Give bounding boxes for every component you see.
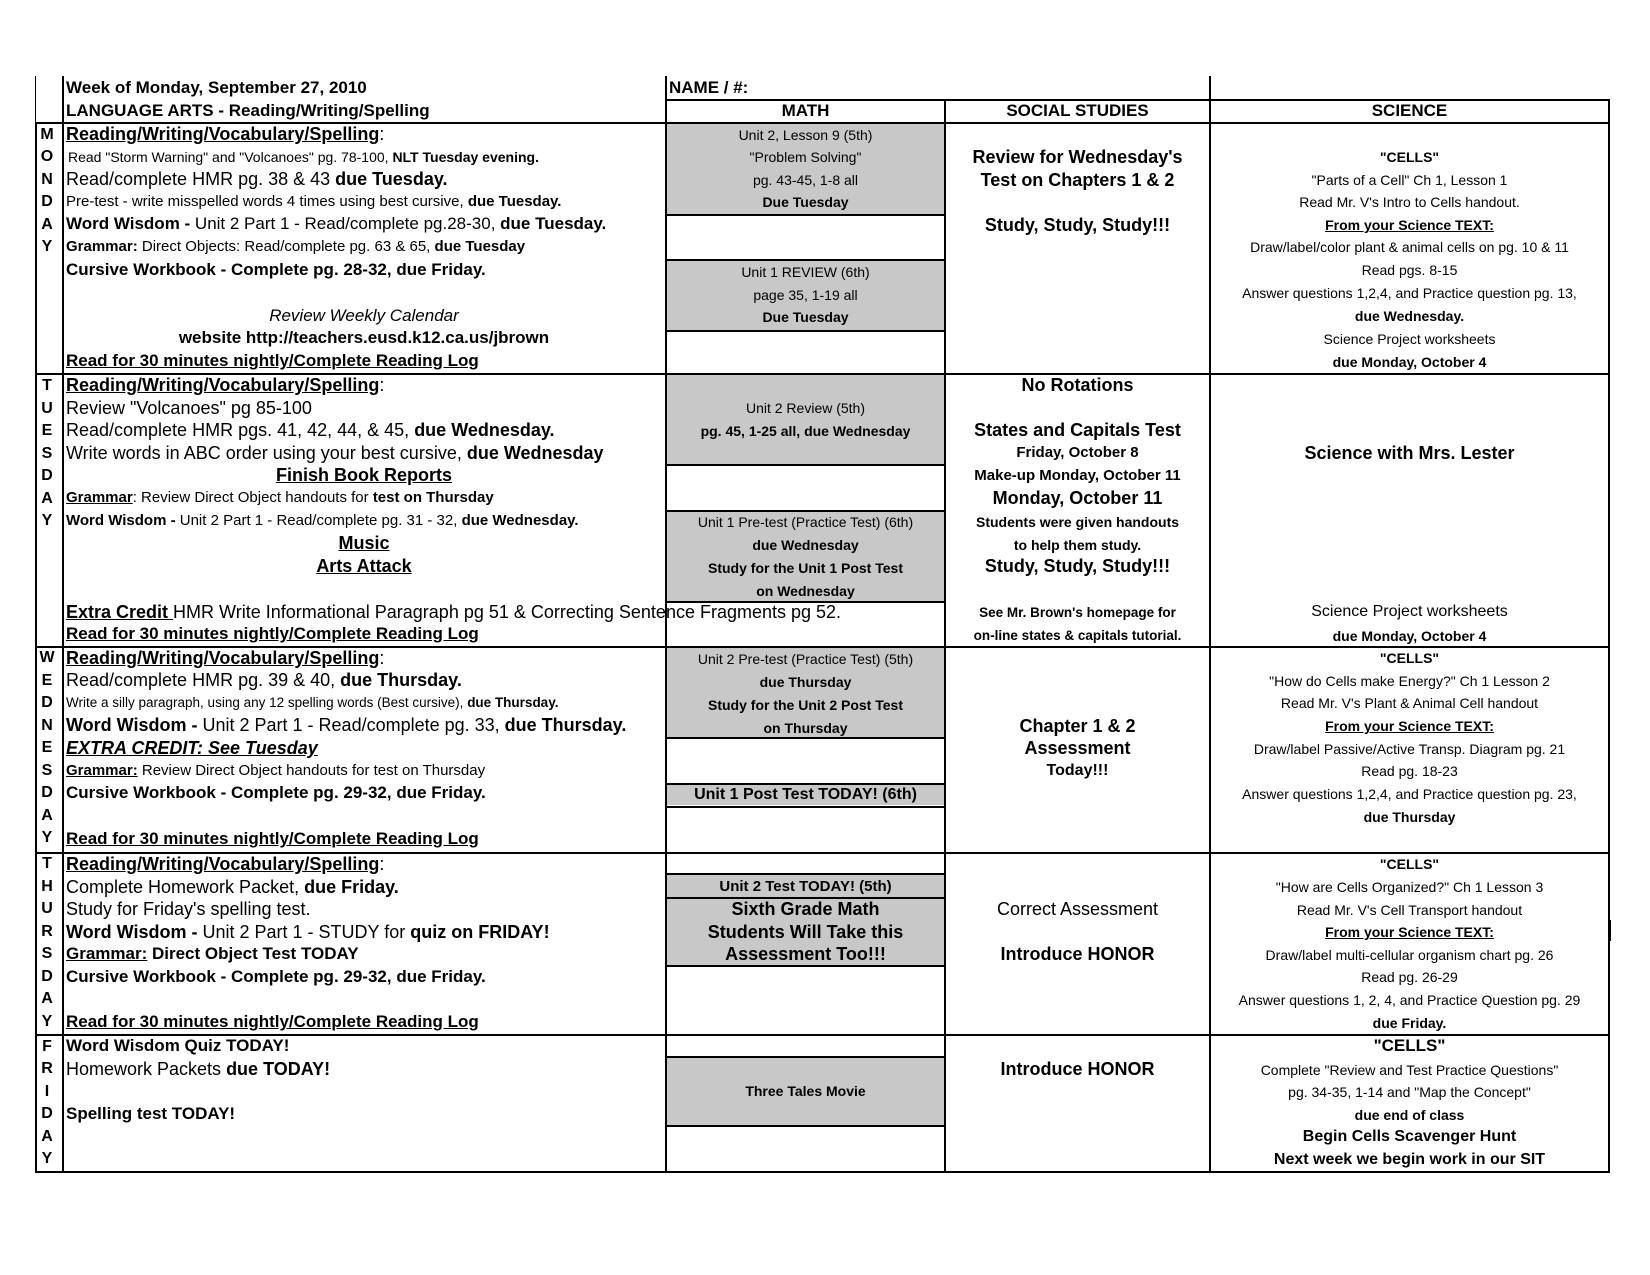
grid-line <box>665 965 946 967</box>
grid-line <box>665 1056 946 1058</box>
grid-line <box>665 214 946 216</box>
grid-line <box>665 873 946 875</box>
grid-line <box>665 806 946 808</box>
grid-line <box>35 1171 1610 1173</box>
grid-line <box>35 76 36 123</box>
math-shade-tuesday-5th <box>666 374 945 464</box>
weekly-homework-calendar: Week of Monday, September 27, 2010 NAME / #: LANGUAGE ARTS - Reading/Writing/Spelling MATH SOCIAL STUDIES SCIENCE M O N D A Y T U E S D A Y W E D N E S D A Y T H U R S D A Y F R I D A Y Reading/Writing/Vocabulary/Spelling: Read "Storm Warning" and "Volcanoes" pg. 78-100, NLT Tuesday evening. Read/complete HMR pg. 38 & 43 due Tuesday. Pre-test - write misspelled words 4 times using best cursive, due Tuesday. Word Wisdom - Unit 2 Part 1 - Read/complete pg.28-30, due Tuesday. Grammar: Direct Objects: Read/complete pg. 63 & 65, due Tuesday Cursive Workbook - Complete pg. 28-32, due Friday. Review Weekly Calendar website http://teachers.eusd.k12.ca.us/jbrown Read for 30 minutes nightly/Complete Reading Log Unit 2, Lesson 9 (5th) "Problem Solving" pg. 43-45, 1-8 all Due Tuesday Unit 1 REVIEW (6th) page 35, 1-19 all Due Tuesday Review for Wednesday's Test on Chapters 1 & 2 Study, Study, Study!!! "CELLS" "Parts of a Cell" Ch 1, Lesson 1 Read Mr. V's Intro to Cells handout. From your Science TEXT: Draw/label/color plant & animal cells on pg. 10 & 11 Read pgs. 8-15 Answer questions 1,2,4, and Practice question pg. 13, due Wednesday. Science Project worksheets due Monday, October 4 Reading/Writing/Vocabulary/Spelling: Review "Volcanoes" pg 85-100 Read/complete HMR pgs. 41, 42, 44, & 45, due Wednesday. Write words in ABC order using your best cursive, due Wednesday Finish Book Reports Grammar: Review Direct Object handouts for test on Thursday Word Wisdom - Unit 2 Part 1 - Read/complete pg. 31 - 32, due Wednesday. Music Arts Attack Extra Credit HMR Write Informational Paragraph pg 51 & Correcting Sentence Fragments pg 52. Read for 30 minutes nightly/Complete Reading Log Unit 2 Review (5th) pg. 45, 1-25 all, due Wednesday Unit 1 Pre-test (Practice Test) (6th) due Wednesday Study for the Unit 1 Post Test on Wednesday No Rotations States and Capitals Test Friday, October 8 Make-up Monday, October 11 Monday, October 11 Students were given handouts to help them study. Study, Study, Study!!! See Mr. Brown's homepage for on-line states & capitals tutorial. Science with Mrs. Lester Science Project worksheets due Monday, October 4 Reading/Writing/Vocabulary/Spelling: Read/complete HMR pg. 39 & 40, due Thursday. Write a silly paragraph, using any 12 spelling words (Best cursive), due Thursday. Word Wisdom - Unit 2 Part 1 - Read/complete pg. 33, due Thursday. EXTRA CREDIT: See Tuesday Grammar: Review Direct Object handouts for test on Thursday Cursive Workbook - Complete pg. 29-32, due Friday. Read for 30 minutes nightly/Complete Reading Log Unit 2 Pre-test (Practice Test) (5th) due Thursday Study for the Unit 2 Post Test on Thursday Unit 1 Post Test TODAY! (6th) Chapter 1 & 2 Assessment Today!!! "CELLS" "How do Cells make Energy?" Ch 1 Lesson 2 Read Mr. V's Plant & Animal Cell handout From your Science TEXT: Draw/label Passive/Active Transp. Diagram pg. 21 Read pg. 18-23 Answer questions 1,2,4, and Practice question pg. 23, due Thursday Reading/Writing/Vocabulary/Spelling: Complete Homework Packet, due Friday. Study for Friday's spelling test. Word Wisdom - Unit 2 Part 1 - STUDY for quiz on FRIDAY! Grammar: Direct Object Test TODAY Cursive Workbook - Complete pg. 29-32, due Friday. Read for 30 minutes nightly/Complete Reading Log Unit 2 Test TODAY! (5th) Sixth Grade Math Students Will Take this Assessment Too!!! Correct Assessment Introduce HONOR "CELLS" "How are Cells Organized?" Ch 1 Lesson 3 Read Mr. V's Cell Transport handout From your Science TEXT: Draw/label multi-cellular organism chart pg. 26 Read pg. 26-29 Answer questions 1, 2, 4, and Practice Question pg. 29 due Friday. Word Wisdom Quiz TODAY! Homework Packets due TODAY! Spelling test TODAY! Three Tales Movie Introduce HONOR "CELLS" Complete "Review and Test Practice Questions" pg. 34-35, 1-14 and "Map the Concept" due end of class Begin Cells Scavenger Hunt Next week we begin work in our SIT <box>0 0 1650 1275</box>
week-title: Week of Monday, September 27, 2010 <box>66 78 367 97</box>
grid-line <box>1609 920 1611 941</box>
grid-line <box>665 330 946 332</box>
grid-line <box>665 76 667 1173</box>
grid-line <box>665 464 946 466</box>
grid-line <box>62 76 64 1173</box>
column-header-social-studies: SOCIAL STUDIES <box>1006 101 1149 120</box>
column-header-science: SCIENCE <box>1371 101 1448 120</box>
name-label: NAME / #: <box>669 78 749 97</box>
grid-line <box>1608 100 1610 1173</box>
column-header-language-arts: LANGUAGE ARTS - Reading/Writing/Spelling <box>66 101 430 120</box>
grid-line <box>665 1125 946 1127</box>
column-header-math: MATH <box>781 101 830 120</box>
